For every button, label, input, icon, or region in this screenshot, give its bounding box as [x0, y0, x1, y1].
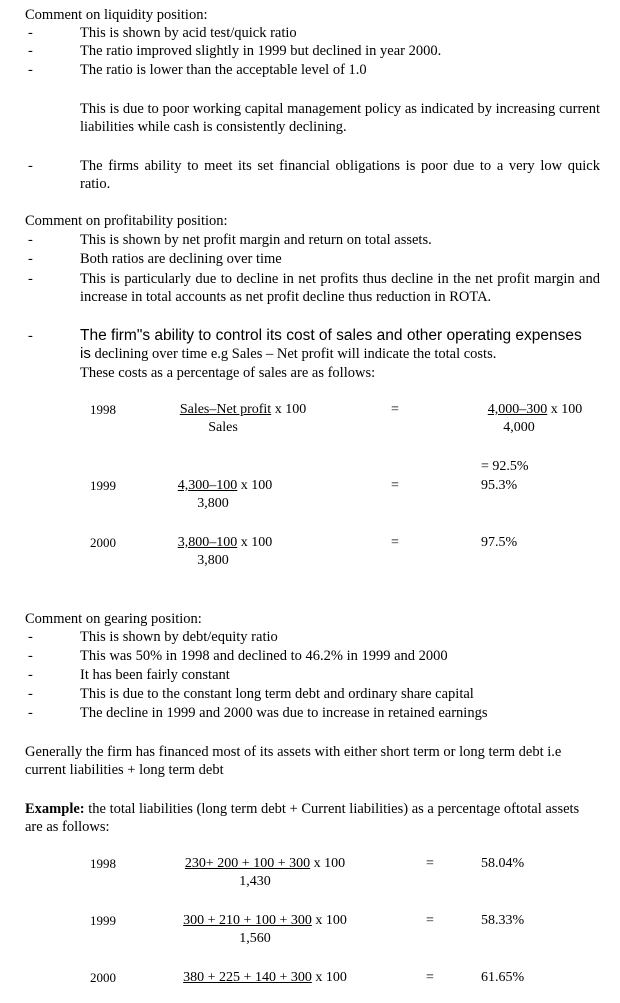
bullet-text: The firms ability to meet its set financial obligations is poor due to a very low quick ratio.: [80, 158, 600, 192]
liquidity-note: This is due to poor working capital management policy as indicated by increasing current liabilities while cash is consistently declining.: [80, 101, 600, 135]
bullet-text: This was 50% in 1998 and declined to 46.2% in 1999 and 2000: [80, 648, 448, 664]
result: 97.5%: [481, 535, 518, 550]
multiplier: x 100: [547, 402, 583, 417]
bullet-text: Both ratios are declining over time: [80, 251, 282, 267]
profit-calc-2000: [0, 534, 620, 574]
dash: -: [28, 251, 33, 267]
fraction: [170, 855, 360, 891]
bullet-text-lead: is: [80, 345, 91, 362]
equals: =: [426, 970, 434, 985]
year: 1999: [90, 478, 116, 493]
general-paragraph: Generally the firm has financed most of its assets with either short term or long term debt i.e current liabilities + long term debt: [25, 744, 562, 778]
dash: -: [28, 43, 33, 59]
fraction: [170, 477, 280, 513]
year: 2000: [90, 970, 116, 985]
dash: -: [28, 686, 33, 702]
result: 58.33%: [481, 913, 525, 928]
profitability-bullet-4-cont: [80, 345, 600, 363]
year: 1998: [90, 402, 116, 417]
dash: -: [28, 328, 33, 344]
numerator: 3,800–100: [177, 535, 238, 550]
year: 1999: [90, 913, 116, 928]
result-92-5: = 92.5%: [481, 459, 529, 474]
gearing-heading: Comment on gearing position:: [25, 611, 202, 627]
dash: -: [28, 705, 33, 721]
result: 95.3%: [481, 478, 518, 493]
equals: =: [391, 402, 399, 417]
dash: -: [28, 271, 33, 287]
multiplier: x 100: [237, 478, 273, 493]
multiplier: x 100: [311, 970, 347, 985]
example-paragraph: [25, 800, 585, 836]
dash: -: [28, 25, 33, 41]
denominator: 3,800: [197, 553, 229, 568]
fraction: [170, 969, 360, 987]
dash: -: [28, 158, 33, 174]
example-calc-1999: [0, 912, 620, 952]
example-label: Example:: [25, 801, 85, 817]
denominator: 1,430: [239, 874, 271, 889]
profit-calc-1998: [0, 401, 620, 441]
multiplier: x 100: [237, 535, 273, 550]
equals: =: [426, 856, 434, 871]
bullet-text: The ratio improved slightly in 1999 but declined in year 2000.: [80, 43, 442, 59]
example-calc-2000: [0, 969, 620, 999]
bullet-text: This is particularly due to decline in net profits thus decline in the net profit margin and increase in total accounts as net profit decline thus reduction in ROTA.: [80, 271, 600, 305]
bullet-text: This is shown by acid test/quick ratio: [80, 25, 297, 41]
multiplier: x 100: [271, 402, 307, 417]
example-calc-1998: [0, 855, 620, 895]
example-text: the total liabilities (long term debt + Current liabilities) as a percentage oftotal assets are as follows:: [25, 801, 580, 835]
profitability-heading: Comment on profitability position:: [25, 213, 228, 229]
result-fraction: [480, 401, 590, 437]
numerator: Sales–Net profit: [179, 402, 272, 417]
year: 1998: [90, 856, 116, 871]
bullet-text: This is due to the constant long term debt and ordinary share capital: [80, 686, 474, 702]
denominator: 4,000: [503, 420, 535, 435]
year: 2000: [90, 535, 116, 550]
bullet-text: This is shown by net profit margin and return on total assets.: [80, 232, 432, 248]
equals: =: [391, 478, 399, 493]
multiplier: x 100: [310, 856, 346, 871]
result: 61.65%: [481, 970, 525, 985]
fraction: [170, 401, 316, 437]
fraction: [170, 534, 280, 570]
profitability-costs-intro: These costs as a percentage of sales are as follows:: [80, 365, 376, 381]
dash: -: [28, 62, 33, 78]
numerator: 380 + 225 + 140 + 300: [183, 970, 312, 985]
multiplier: x 100: [311, 913, 347, 928]
bullet-text: It has been fairly constant: [80, 667, 230, 683]
denominator: 1,560: [239, 931, 271, 946]
denominator: Sales: [208, 420, 238, 435]
equals: =: [426, 913, 434, 928]
dash: -: [28, 648, 33, 664]
numerator: 4,300–100: [177, 478, 238, 493]
bullet-text: The ratio is lower than the acceptable level of 1.0: [80, 62, 367, 78]
equals: =: [391, 535, 399, 550]
numerator: 4,000–300: [487, 402, 548, 417]
fraction: [170, 912, 360, 948]
result: 58.04%: [481, 856, 525, 871]
profit-calc-1999: [0, 477, 620, 517]
denominator: 3,800: [197, 496, 229, 511]
dash: -: [28, 667, 33, 683]
bullet-text: This is shown by debt/equity ratio: [80, 629, 278, 645]
bullet-text: declining over time e.g Sales – Net profit will indicate the total costs.: [94, 346, 497, 362]
bullet-text: The decline in 1999 and 2000 was due to increase in retained earnings: [80, 705, 488, 721]
numerator: 300 + 210 + 100 + 300: [183, 913, 312, 928]
liquidity-heading: Comment on liquidity position:: [25, 7, 208, 23]
numerator: 230+ 200 + 100 + 300: [184, 856, 311, 871]
dash: -: [28, 232, 33, 248]
dash: -: [28, 629, 33, 645]
bullet-text: The firm"s ability to control its cost of sales and other operating expenses: [80, 327, 582, 344]
